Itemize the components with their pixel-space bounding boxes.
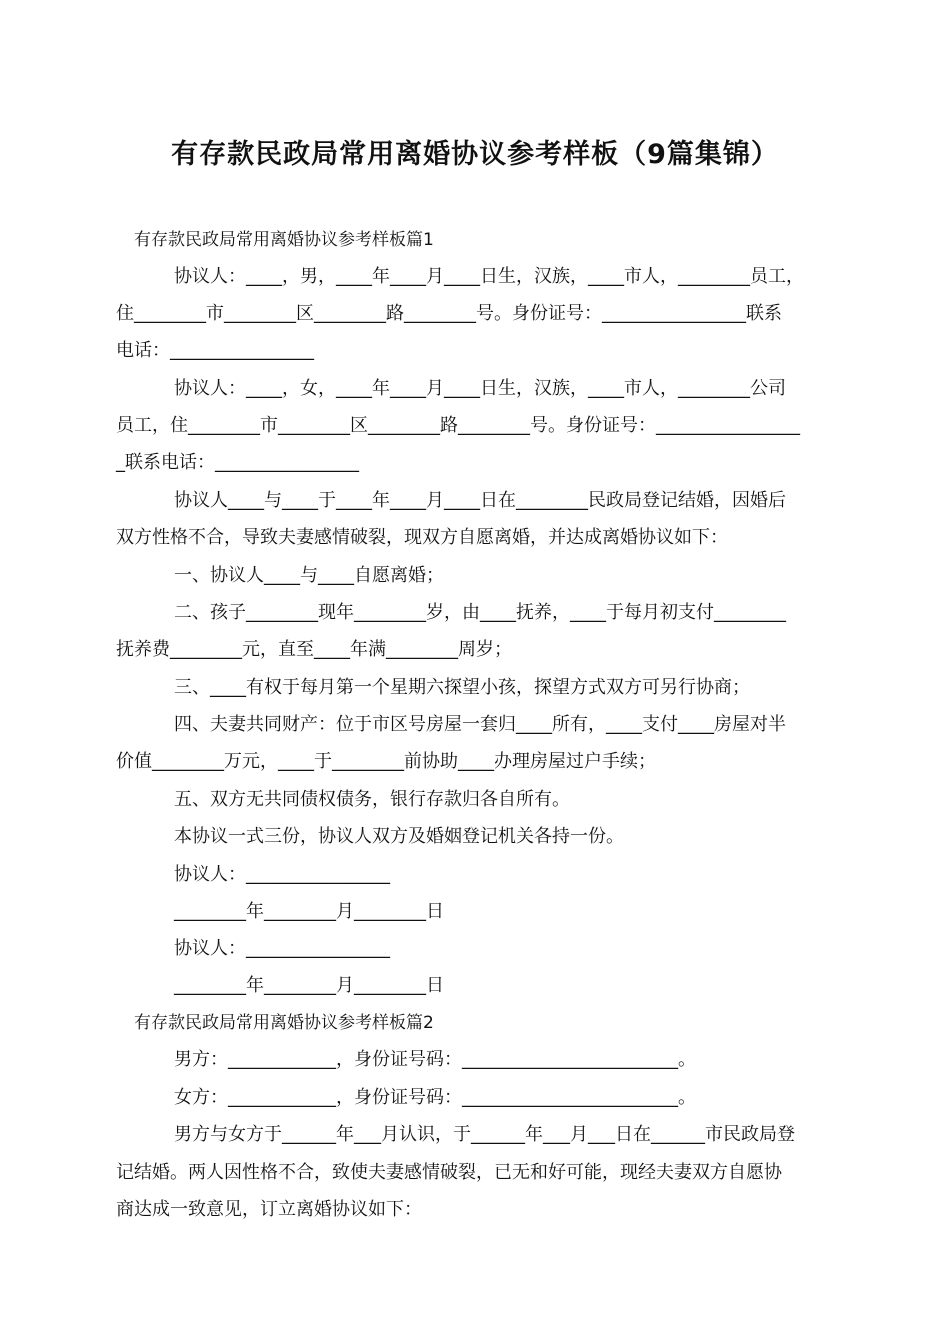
section-heading-2: 有存款民政局常用离婚协议参考样板篇2 <box>134 1013 434 1033</box>
paragraph-line: _联系电话：________________ <box>116 452 359 473</box>
paragraph-line: 住________市________区________路________号。身份证号：________________联系 <box>116 303 782 324</box>
paragraph-line: 电话：________________ <box>116 340 314 361</box>
date-line: ________年________月________日 <box>174 975 444 996</box>
signature-line: 协议人：________________ <box>174 864 390 885</box>
clause-3: 三、____有权于每月第一个星期六探望小孩，探望方式双方可另行协商； <box>174 677 750 698</box>
clause-5: 五、双方无共同债权债务，银行存款归各自所有。 <box>174 789 570 810</box>
document-title: 有存款民政局常用离婚协议参考样板（9篇集锦） <box>171 139 779 170</box>
paragraph-line: 男方与女方于______年___月认识，于______年___月___日在______市民政局登 <box>174 1124 795 1145</box>
paragraph-line: 商达成一致意见，订立离婚协议如下： <box>116 1199 422 1220</box>
signature-line: 协议人：________________ <box>174 938 390 959</box>
paragraph-line: 抚养费________元，直至____年满________周岁； <box>116 639 512 660</box>
paragraph-line: 协议人____与____于____年____月____日在________民政局登记结婚，因婚后 <box>174 490 786 511</box>
paragraph-line: 协议人：____，男，____年____月____日生，汉族，____市人，________员工， <box>174 266 804 287</box>
paragraph-line: 女方：____________，身份证号码：________________________。 <box>174 1087 696 1108</box>
clause-4: 四、夫妻共同财产：位于市区号房屋一套归____所有，____支付____房屋对半 <box>174 714 786 735</box>
paragraph-line: 男方：____________，身份证号码：________________________。 <box>174 1049 696 1070</box>
paragraph-line: 本协议一式三份，协议人双方及婚姻登记机关各持一份。 <box>174 826 624 847</box>
section-heading-1: 有存款民政局常用离婚协议参考样板篇1 <box>134 230 434 250</box>
paragraph-line: 员工，住________市________区________路________号。身份证号：________________ <box>116 415 800 436</box>
paragraph-line: 双方性格不合，导致夫妻感情破裂，现双方自愿离婚，并达成离婚协议如下： <box>116 527 728 548</box>
date-line: ________年________月________日 <box>174 901 444 922</box>
clause-2: 二、孩子________现年________岁，由____抚养，____于每月初支付________ <box>174 602 786 623</box>
paragraph-line: 记结婚。两人因性格不合，致使夫妻感情破裂，已无和好可能，现经夫妻双方自愿协 <box>116 1162 782 1183</box>
paragraph-line: 价值________万元，____于________前协助____办理房屋过户手续； <box>116 751 656 772</box>
clause-1: 一、协议人____与____自愿离婚； <box>174 565 444 586</box>
paragraph-line: 协议人：____，女，____年____月____日生，汉族，____市人，________公司 <box>174 378 786 399</box>
